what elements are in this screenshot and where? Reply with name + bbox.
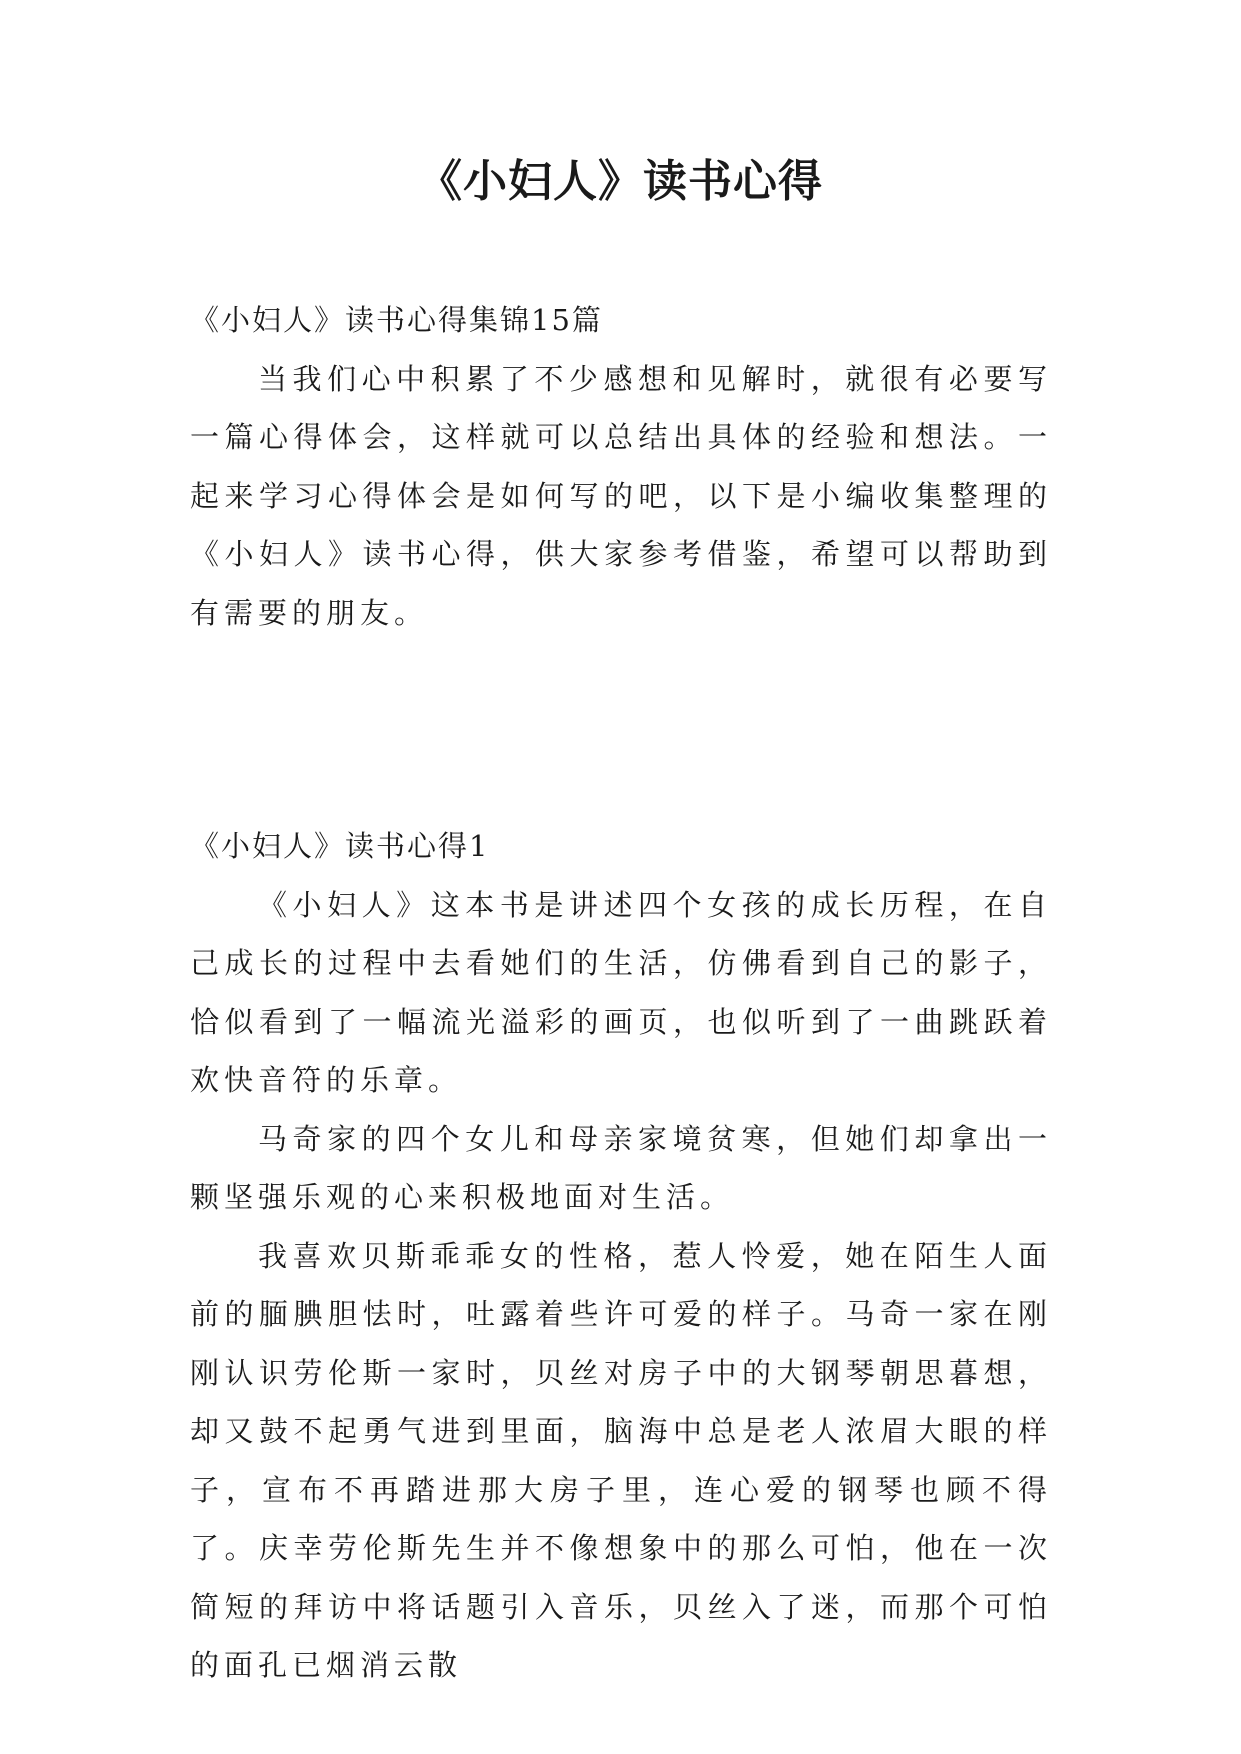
body-paragraph: 我喜欢贝斯乖乖女的性格，惹人怜爱，她在陌生人面前的腼腆胆怯时，吐露着些许可爱的样子。马奇一家在刚刚认识劳伦斯一家时，贝丝对房子中的大钢琴朝思暮想，却又鼓不起勇气进到里面，脑海中总是老人浓眉大眼的样子，宣布不再踏进那大房子里，连心爱的钢琴也顾不得了。庆幸劳伦斯先生并不像想象中的那么可怕，他在一次简短的拜访中将话题引入音乐，贝丝入了迷，而那个可怕的面孔已烟消云散 [190, 1238, 1052, 1682]
body-paragraph: 《小妇人》这本书是讲述四个女孩的成长历程，在自己成长的过程中去看她们的生活，仿佛看到自己的影子，恰似看到了一幅流光溢彩的画页，也似听到了一曲跳跃着欢快音符的乐章。 [190, 887, 1052, 1097]
body-paragraph: 马奇家的四个女儿和母亲家境贫寒，但她们却拿出一颗坚强乐观的心来积极地面对生活。 [190, 1121, 1052, 1214]
intro-paragraph: 当我们心中积累了不少感想和见解时，就很有必要写一篇心得体会，这样就可以总结出具体的经验和想法。一起来学习心得体会是如何写的吧，以下是小编收集整理的《小妇人》读书心得，供大家参考借鉴，希望可以帮助到有需要的朋友。 [190, 361, 1052, 630]
document-body [190, 291, 1052, 1695]
collection-subtitle: 《小妇人》读书心得集锦15篇 [190, 303, 603, 337]
section-spacer [190, 642, 1052, 817]
section-heading: 《小妇人》读书心得1 [190, 829, 490, 863]
document-title: 《小妇人》读书心得 [418, 156, 823, 207]
